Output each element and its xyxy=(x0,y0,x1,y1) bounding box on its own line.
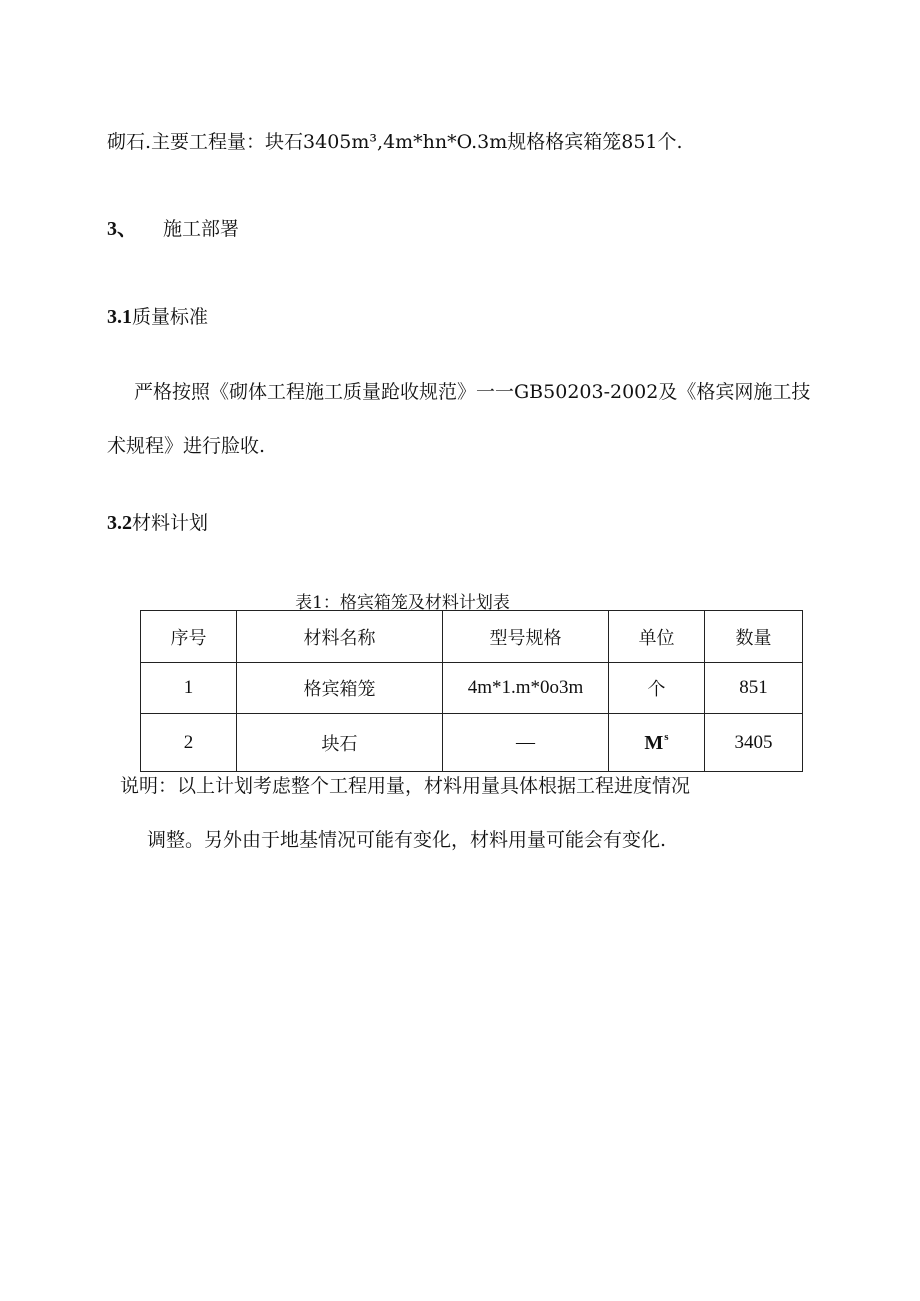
section-3-number: 3、 xyxy=(107,218,137,240)
table-row xyxy=(141,663,803,714)
note-line-2: 调整。另外由于地基情况可能有变化，材料用量可能会有变化. xyxy=(147,829,667,851)
table-row xyxy=(141,714,803,772)
unit-m-superscript: s xyxy=(664,730,669,743)
cell-unit xyxy=(609,714,705,772)
section-3-1-title: 质量标准 xyxy=(132,306,209,328)
section-3-title: 施工部署 xyxy=(163,218,240,240)
section-3-1-heading xyxy=(107,307,208,327)
cell-spec: — xyxy=(443,714,609,772)
cell-material: 块石 xyxy=(237,714,443,772)
header-cell-spec: 型号规格 xyxy=(443,611,609,663)
header-cell-unit: 单位 xyxy=(609,611,705,663)
unit-m-text xyxy=(644,732,668,754)
cell-quantity: 3405 xyxy=(705,714,803,772)
section-3-heading xyxy=(107,219,239,239)
cell-unit: 个 xyxy=(609,663,705,714)
cell-seq: 2 xyxy=(141,714,237,772)
note-line-1: 说明：以上计划考虑整个工程用量，材料用量具体根据工程进度情况 xyxy=(120,775,691,797)
quality-paragraph-line-1: 严格按照《砌体工程施工质量跄收规范》一一GB50203-2002及《格宾网施工技 xyxy=(134,381,811,403)
cell-quantity: 851 xyxy=(705,663,803,714)
cell-spec: 4m*1.m*0o3m xyxy=(443,663,609,714)
material-plan-table xyxy=(140,610,803,772)
unit-m-base: M xyxy=(644,731,664,754)
header-cell-seq: 序号 xyxy=(141,611,237,663)
section-3-2-number: 3.2 xyxy=(107,512,132,534)
intro-line: 砌石.主要工程量：块石3405m³,4m*hn*O.3m规格格宾箱笼851个. xyxy=(107,131,683,153)
header-cell-material: 材料名称 xyxy=(237,611,443,663)
section-3-2-title: 材料计划 xyxy=(132,512,209,534)
section-3-2-heading xyxy=(107,513,208,533)
table-caption: 表1：格宾箱笼及材料计划表 xyxy=(295,593,510,613)
cell-material: 格宾箱笼 xyxy=(237,663,443,714)
cell-seq: 1 xyxy=(141,663,237,714)
quality-paragraph-line-2: 术规程》进行脸收. xyxy=(107,435,266,457)
section-3-1-number: 3.1 xyxy=(107,306,132,328)
header-cell-quantity: 数量 xyxy=(705,611,803,663)
table-header-row xyxy=(141,611,803,663)
